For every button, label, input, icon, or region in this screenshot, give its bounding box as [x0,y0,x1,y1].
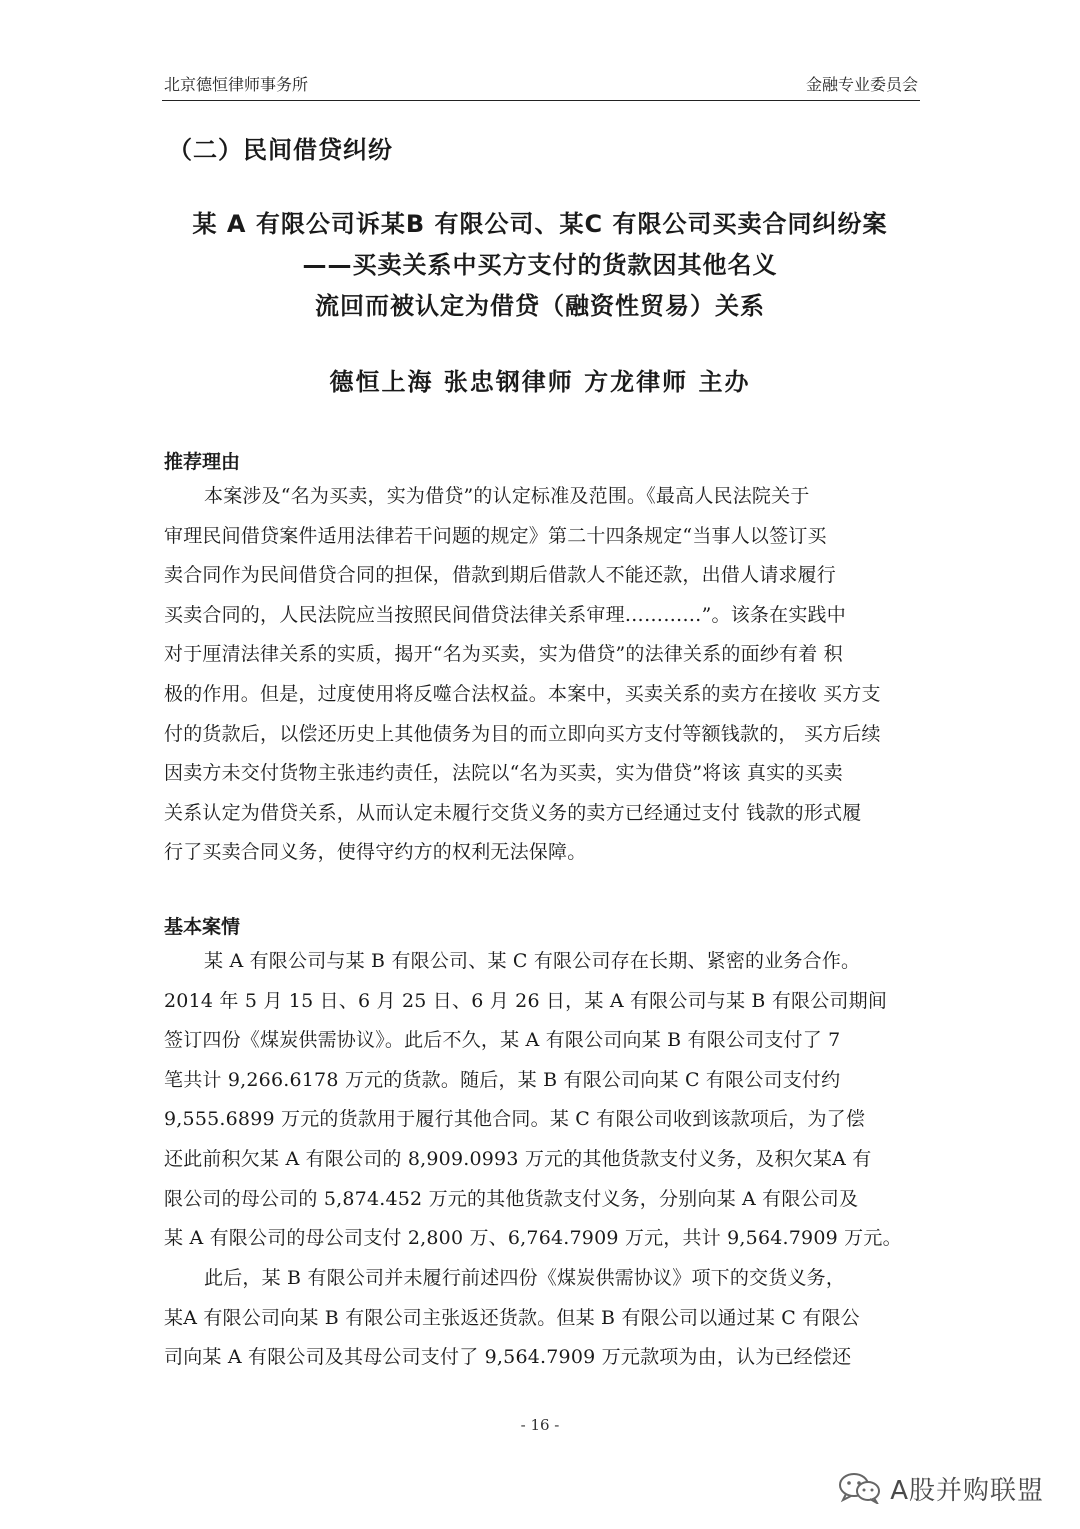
text-line: 某 A 有限公司的母公司支付 2,800 万、6,764.7909 万元，共计 9,564.7909 万元。 [164,1227,902,1250]
text-line: 签订四份《煤炭供需协议》。此后不久，某 A 有限公司向某 B 有限公司支付了 7 [164,1029,841,1052]
text-line: 9,555.6899 万元的货款用于履行其他合同。某 C 有限公司收到该款项后，为了偿 [164,1108,866,1131]
header-firm-name: 北京德恒律师事务所 [164,75,309,94]
page-number: - 16 - [520,1416,560,1434]
case-title-line-1: 某 A 有限公司诉某B 有限公司、某C 有限公司买卖合同纠纷案 [192,210,888,238]
text-line: 付的货款后，以偿还历史上其他债务为目的而立即向买方支付等额钱款的， 买方后续 [164,722,881,745]
text-line: 笔共计 9,266.6178 万元的货款。随后，某 B 有限公司向某 C 有限公司支付约 [164,1068,841,1091]
case-title [120,204,960,327]
basic-facts-paragraph-1 [164,942,924,1259]
recommendation-heading: 推荐理由 [164,451,241,473]
text-line: 限公司的母公司的 5,874.452 万元的其他货款支付义务，分别向某 A 有限公司及 [164,1187,859,1210]
byline: 德恒上海 张忠钢律师 方龙律师 主办 [329,368,751,396]
text-line: 本案涉及“名为买卖，实为借贷”的认定标准及范围。《最高人民法院关于 [204,485,810,507]
text-line: 审理民间借贷案件适用法律若干问题的规定》第二十四条规定“当事人以签订买 [164,524,827,547]
header-committee-name: 金融专业委员会 [805,75,918,94]
text-line: 2014 年 5 月 15 日、6 月 25 日、6 月 26 日，某 A 有限公司与某 B 有限公司期间 [164,989,888,1012]
text-line: 因卖方未交付货物主张违约责任，法院以“名为买卖，实为借贷”将该 真实的买卖 [164,762,843,785]
page-header [162,70,920,101]
case-title-line-2: ——买卖关系中买方支付的货款因其他名义 [302,251,778,279]
basic-facts-paragraph-2 [164,1259,924,1378]
basic-facts-heading: 基本案情 [164,916,241,938]
text-line: 某A 有限公司向某 B 有限公司主张返还货款。但某 B 有限公司以通过某 C 有限公 [164,1306,860,1329]
text-line: 司向某 A 有限公司及其母公司支付了 9,564.7909 万元款项为由，认为已经偿还 [164,1346,852,1369]
text-line: 关系认定为借贷关系，从而认定未履行交货义务的卖方已经通过支付 钱款的形式履 [164,801,862,824]
text-line: 买卖合同的，人民法院应当按照民间借贷法律关系审理…………”。该条在实践中 [164,603,846,626]
watermark [838,1468,1044,1508]
text-line: 对于厘清法律关系的实质，揭开“名为买卖，实为借贷”的法律关系的面纱有着 积 [164,643,843,666]
text-line: 行了买卖合同义务，使得守约方的权利无法保障。 [164,841,587,864]
watermark-text: A股并购联盟 [890,1475,1044,1506]
text-line: 卖合同作为民间借贷合同的担保，借款到期后借款人不能还款，出借人请求履行 [164,564,837,587]
text-line: 此后，某 B 有限公司并未履行前述四份《煤炭供需协议》项下的交货义务， [204,1267,846,1289]
text-line: 极的作用。但是，过度使用将反噬合法权益。本案中，买卖关系的卖方在接收 买方支 [164,682,881,705]
text-line: 还此前积欠某 A 有限公司的 8,909.0993 万元的其他货款支付义务，及积欠某A 有 [164,1147,872,1170]
section-heading: （二）民间借贷纠纷 [168,136,393,164]
wechat-icon [838,1472,882,1504]
recommendation-paragraph [164,477,924,873]
text-line: 某 A 有限公司与某 B 有限公司、某 C 有限公司存在长期、紧密的业务合作。 [204,950,861,972]
case-title-line-3: 流回而被认定为借贷（融资性贸易）关系 [315,292,765,320]
